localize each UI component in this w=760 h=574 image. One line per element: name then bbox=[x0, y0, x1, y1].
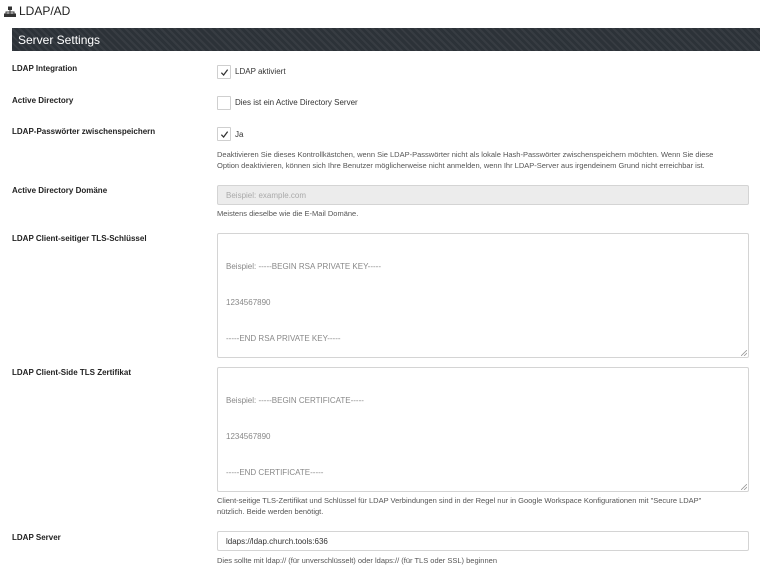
checkmark-icon bbox=[220, 68, 229, 77]
tls-cert-help bbox=[217, 495, 752, 517]
cache-passwords-checkbox-label[interactable]: Ja bbox=[235, 130, 244, 139]
tls-cert-textarea[interactable] bbox=[217, 367, 749, 492]
cache-passwords-help-line-1: Deaktivieren Sie dieses Kontrollkästchen, wenn Sie LDAP-Passwörter nicht als lokale Hash-Passwörter zwischenspeichern möchten. Wenn Sie diese bbox=[217, 150, 714, 159]
tls-key-label: LDAP Client-seitiger TLS-Schlüssel bbox=[12, 234, 147, 243]
ldap-enabled-checkbox-label[interactable]: LDAP aktiviert bbox=[235, 67, 286, 76]
ldap-server-input[interactable]: ldaps://ldap.church.tools:636 bbox=[217, 531, 749, 551]
tls-cert-placeholder-line-3: -----END CERTIFICATE----- bbox=[226, 468, 324, 477]
tls-key-placeholder-line-3: -----END RSA PRIVATE KEY----- bbox=[226, 334, 341, 343]
cache-passwords-help bbox=[217, 149, 752, 171]
active-directory-checkbox-label[interactable]: Dies ist ein Active Directory Server bbox=[235, 98, 358, 107]
sitemap-icon bbox=[4, 5, 16, 17]
tls-key-textarea[interactable] bbox=[217, 233, 749, 358]
checkmark-icon bbox=[220, 130, 229, 139]
ldap-enabled-checkbox[interactable] bbox=[217, 65, 231, 79]
tls-key-placeholder-line-2: 1234567890 bbox=[226, 298, 271, 307]
active-directory-checkbox[interactable] bbox=[217, 96, 231, 110]
cache-passwords-help-line-2: Option deaktivieren, können sich Ihre Benutzer möglicherweise nicht anmelden, wenn Ihr LDAP-Server aus irgendeinem Grund nicht erreichbar ist. bbox=[217, 161, 705, 170]
ldap-server-help: Dies sollte mit ldap:// (für unverschlüsselt) oder ldaps:// (für TLS oder SSL) beginnen bbox=[217, 556, 497, 565]
tls-key-placeholder-line-1: Beispiel: -----BEGIN RSA PRIVATE KEY----- bbox=[226, 262, 381, 271]
resize-handle-icon[interactable] bbox=[741, 350, 747, 356]
tls-cert-placeholder-line-2: 1234567890 bbox=[226, 432, 271, 441]
tls-cert-label: LDAP Client-Side TLS Zertifikat bbox=[12, 368, 131, 377]
tls-cert-help-line-1: Client-seitige TLS-Zertifikat und Schlüssel für LDAP Verbindungen sind in der Regel nur in Google Workspace Konfigurationen mit "Secure LDAP" bbox=[217, 496, 702, 505]
resize-handle-icon[interactable] bbox=[741, 484, 747, 490]
page-header bbox=[4, 2, 70, 20]
ad-domain-input[interactable]: Beispiel: example.com bbox=[217, 185, 749, 205]
tls-cert-help-line-2: nützlich. Beide werden benötigt. bbox=[217, 507, 324, 516]
cache-passwords-label: LDAP-Passwörter zwischenspeichern bbox=[12, 127, 156, 136]
ad-domain-label: Active Directory Domäne bbox=[12, 186, 108, 195]
page-title: LDAP/AD bbox=[19, 4, 71, 18]
ldap-server-label: LDAP Server bbox=[12, 533, 61, 542]
cache-passwords-checkbox[interactable] bbox=[217, 127, 231, 141]
section-header: Server Settings bbox=[12, 28, 760, 51]
tls-cert-placeholder-line-1: Beispiel: -----BEGIN CERTIFICATE----- bbox=[226, 396, 364, 405]
ad-domain-help: Meistens dieselbe wie die E-Mail Domäne. bbox=[217, 209, 359, 218]
ldap-integration-label: LDAP Integration bbox=[12, 64, 78, 73]
active-directory-label: Active Directory bbox=[12, 96, 74, 105]
